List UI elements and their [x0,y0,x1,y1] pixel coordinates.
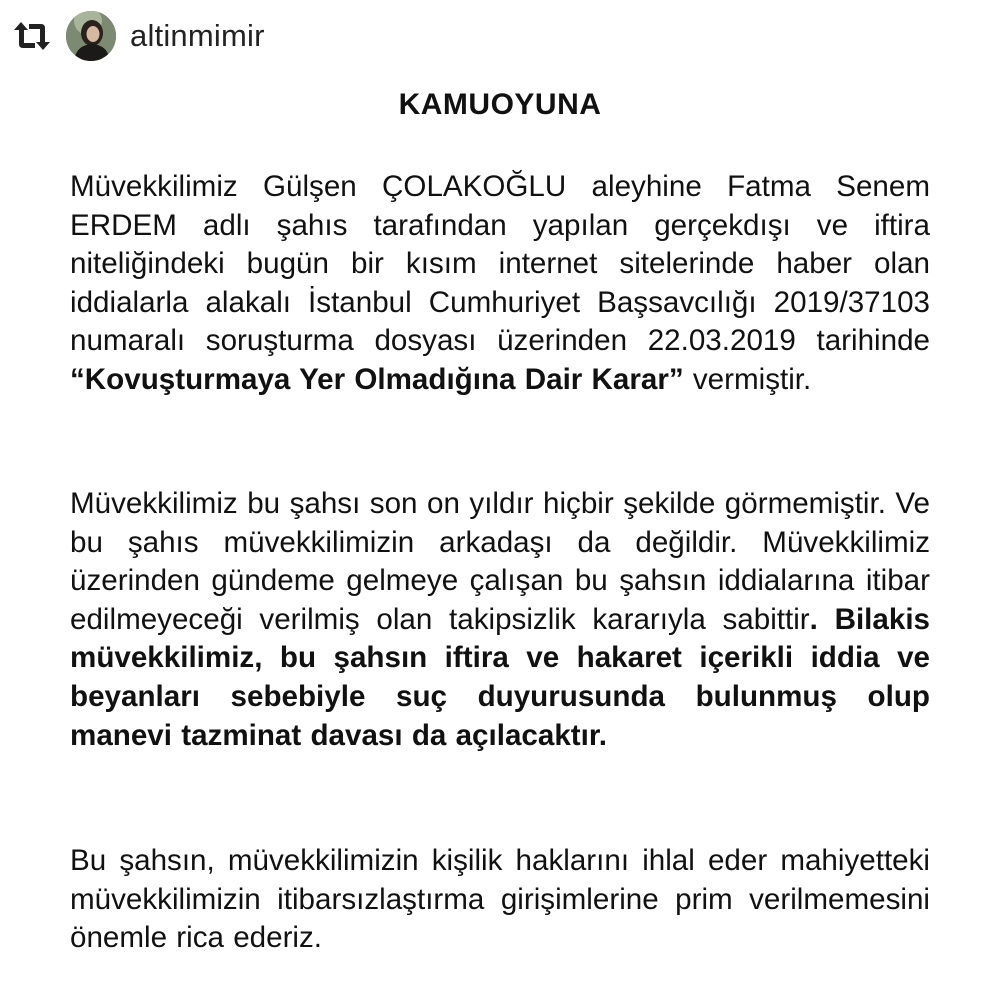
paragraph-2 [70,485,930,755]
paragraph-3-text: Bu şahsın, müvekkilimizin kişilik haklarını ihlal eder mahiyetteki müvekkilimizin itibarsızlaştırma girişimlerine prim verilmemesini önemle rica ederiz. [70,844,930,955]
paragraph-3 [70,842,930,958]
repost-icon[interactable] [12,16,52,56]
username[interactable]: altinmimir [130,18,265,53]
document-title: KAMUOYUNA [398,88,602,121]
avatar[interactable] [66,11,116,61]
paragraph-1-text: Müvekkilimiz Gülşen ÇOLAKOĞLU aleyhine Fatma Senem ERDEM adlı şahıs tarafından yapılan gerçekdışı ve iftira niteliğindeki bugün bir kısım internet sitelerinde haber olan iddialarla alakalı İstanbul Cumhuriyet Başsavcılığı 2019/37103 numaralı soruşturma dosyası üzerinden 22.03.2019 tarihinde [70,170,930,358]
paragraph-2-bold: . Bilakis müvekkilimiz, bu şahsın iftira ve hakaret içerikli iddia ve beyanları sebebiyle suç duyurusunda bulunmuş olup manevi tazminat davası da açılacaktır. [70,602,930,752]
decision-name: “Kovuşturmaya Yer Olmadığına Dair Karar” [70,362,684,396]
paragraph-2-text: Müvekkilimiz bu şahsı son on yıldır hiçbir şekilde görmemiştir. Ve bu şahıs müvekkilimizin arkadaşı da değildir. Müvekkilimiz üzerinden gündeme gelmeye çalışan bu şahsın iddialarına itibar edilmeyeceği verilmiş olan takipsizlik kararıyla sabittir [70,487,930,636]
paragraph-1-end: vermiştir. [683,362,812,396]
post-header [12,8,265,64]
paragraph-1 [70,168,930,400]
